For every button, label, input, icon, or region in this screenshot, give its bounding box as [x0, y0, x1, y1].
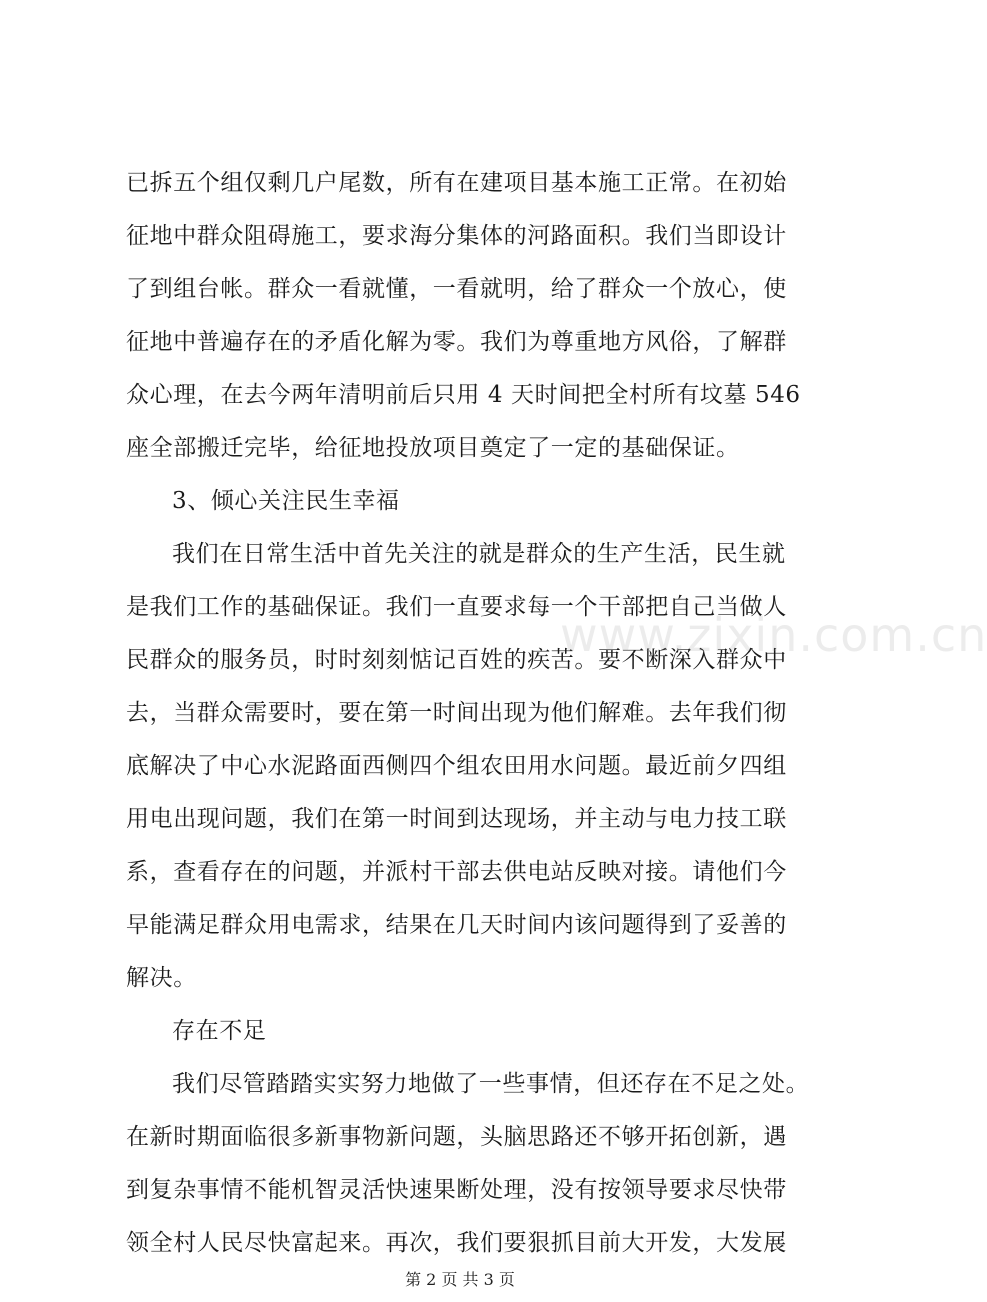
text-line: 民群众的服务员，时时刻刻惦记百姓的疾苦。要不断深入群众中	[126, 647, 787, 673]
watermark: www.zixin.com.cn	[560, 608, 987, 662]
text-line: 解决。	[126, 965, 197, 991]
page-footer: 第 2 页 共 3 页	[405, 1270, 515, 1289]
text-line: 众心理，在去今两年清明前后只用 4 天时间把全村所有坟墓 546	[126, 382, 801, 408]
text-line: 去，当群众需要时，要在第一时间出现为他们解难。去年我们彻	[126, 700, 787, 726]
text-line: 我们尽管踏踏实实努力地做了一些事情，但还存在不足之处。	[172, 1071, 810, 1097]
text-line: 领全村人民尽快富起来。再次，我们要狠抓目前大开发，大发展	[126, 1230, 787, 1256]
text-line: 已拆五个组仅剩几户尾数，所有在建项目基本施工正常。在初始	[126, 170, 787, 196]
text-line: 了到组台帐。群众一看就懂，一看就明，给了群众一个放心，使	[126, 276, 787, 302]
text-line: 系，查看存在的问题，并派村干部去供电站反映对接。请他们今	[126, 859, 787, 885]
text-line: 座全部搬迁完毕，给征地投放项目奠定了一定的基础保证。	[126, 435, 740, 461]
section-heading: 3、倾心关注民生幸福	[172, 488, 400, 514]
text-line: 我们在日常生活中首先关注的就是群众的生产生活，民生就	[172, 541, 786, 567]
text-line: 在新时期面临很多新事物新问题，头脑思路还不够开拓创新，遇	[126, 1124, 787, 1150]
text-line: 征地中普遍存在的矛盾化解为零。我们为尊重地方风俗，了解群	[126, 329, 787, 355]
text-line: 到复杂事情不能机智灵活快速果断处理，没有按领导要求尽快带	[126, 1177, 787, 1203]
text-line: 底解决了中心水泥路面西侧四个组农田用水问题。最近前夕四组	[126, 753, 787, 779]
section-heading: 存在不足	[172, 1018, 267, 1044]
text-line: 用电出现问题，我们在第一时间到达现场，并主动与电力技工联	[126, 806, 787, 832]
text-line: 早能满足群众用电需求，结果在几天时间内该问题得到了妥善的	[126, 912, 787, 938]
text-line: 征地中群众阻碍施工，要求海分集体的河路面积。我们当即设计	[126, 223, 787, 249]
text-line: 是我们工作的基础保证。我们一直要求每一个干部把自己当做人	[126, 594, 787, 620]
